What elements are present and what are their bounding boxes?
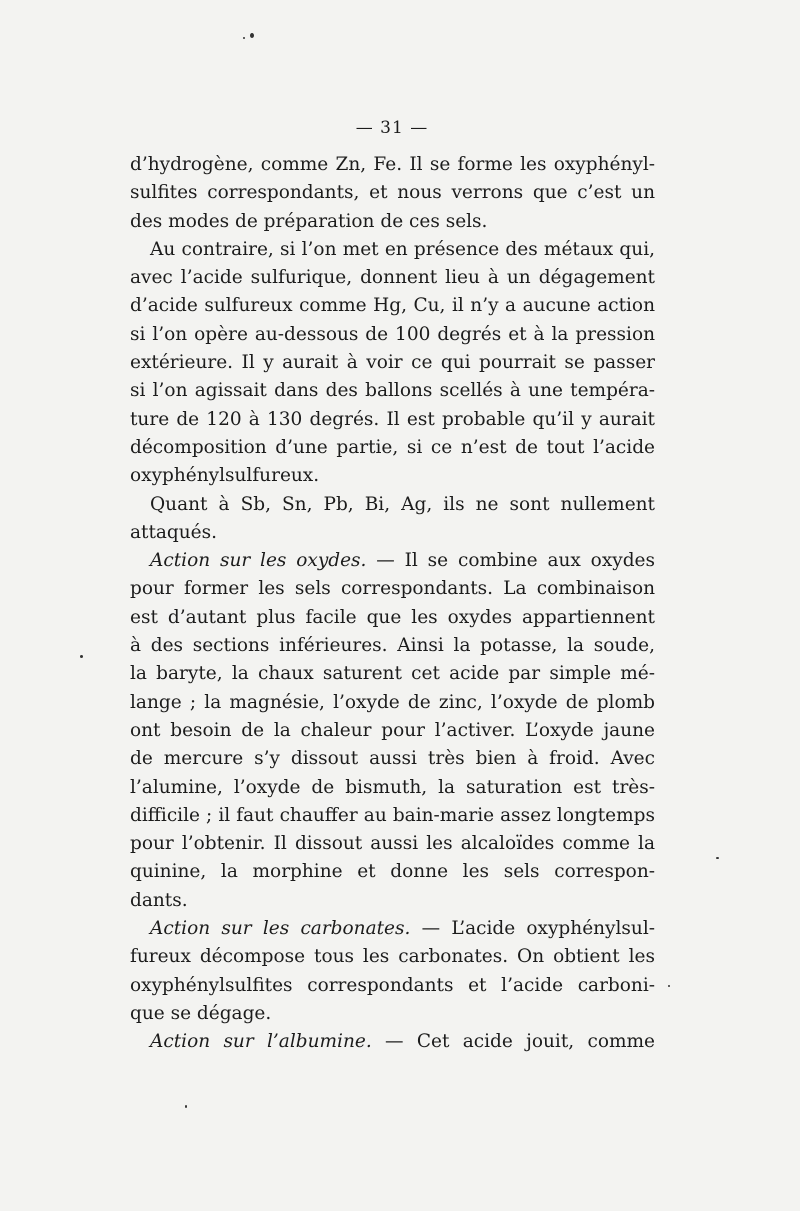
paragraph [130,547,655,915]
text-line: ture de 120 à 130 degrés. Il est probable qu’il y aurait [130,408,655,430]
scan-speck [185,1105,187,1108]
text-line [130,915,655,943]
text-line: que se dégage. [130,1002,272,1024]
text-line: si l’on opère au-dessous de 100 degrés et à la pression [130,323,655,345]
scan-speck [250,33,254,38]
text-line: fureux décompose tous les carbonates. On obtient les [130,946,655,968]
section-heading: Action sur les carbonates. [150,918,411,940]
paragraph [130,1028,655,1056]
scan-speck [668,985,670,987]
section-heading: Action sur l’albumine. [150,1031,372,1053]
scan-speck [243,37,245,39]
text-line: oxyphénylsulfites correspondants et l’acide carboni- [130,974,655,996]
text-run: — Cet acide jouit, comme [385,1031,655,1053]
paragraph [130,151,655,236]
text-line: d’acide sulfureux comme Hg, Cu, il n’y a aucune action [130,295,655,317]
text-run: — L’acide oxyphénylsul- [421,918,655,940]
text-line: l’alumine, l’oxyde de bismuth, la saturation est très- [130,776,655,798]
text-line: oxyphénylsulfureux. [130,465,320,487]
text-line [130,547,655,575]
text-line: la baryte, la chaux saturent cet acide par simple mé- [130,663,655,685]
text-line: Au contraire, si l’on met en présence des métaux qui, [150,238,655,260]
text-line: quinine, la morphine et donne les sels correspon- [130,861,655,883]
section-heading: Action sur les oxydes. [150,550,367,572]
scan-speck [716,857,719,859]
text-line: Quant à Sb, Sn, Pb, Bi, Ag, ils ne sont nullement [150,493,655,515]
text-line: à des sections inférieures. Ainsi la potasse, la soude, [130,635,655,657]
text-line: des modes de préparation de ces sels. [130,210,488,232]
paragraph [130,236,655,491]
paragraph [130,491,655,548]
body-text [130,151,655,1057]
text-line [130,1028,655,1056]
paragraph [130,915,655,1028]
text-line: extérieure. Il y aurait à voir ce qui pourrait se passer [130,352,655,374]
text-line: sulfites correspondants, et nous verrons que c’est un [130,182,655,204]
text-line: avec l’acide sulfurique, donnent lieu à un dégagement [130,267,655,289]
text-line: décomposition d’une partie, si ce n’est de tout l’acide [130,436,655,458]
text-line: si l’on agissait dans des ballons scellés à une tempéra- [130,380,655,402]
page-number: — 31 — [355,118,429,138]
text-line: est d’autant plus facile que les oxydes appartiennent [130,606,655,628]
text-line: d’hydrogène, comme Zn, Fe. Il se forme les oxyphényl- [130,154,655,175]
text-line: dants. [130,889,188,911]
text-line: pour l’obtenir. Il dissout aussi les alcaloïdes comme la [130,833,655,855]
text-run: — Il se combine aux oxydes [376,550,655,572]
text-line: attaqués. [130,521,218,543]
text-line: de mercure s’y dissout aussi très bien à froid. Avec [130,748,655,770]
text-line: lange ; la magnésie, l’oxyde de zinc, l’oxyde de plomb [130,691,655,713]
text-line: ont besoin de la chaleur pour l’activer. L’oxyde jaune [130,719,655,741]
scan-speck [80,655,83,658]
text-line: difficile ; il faut chauffer au bain-marie assez longtemps [130,804,655,826]
text-line: pour former les sels correspondants. La combinaison [130,578,655,600]
